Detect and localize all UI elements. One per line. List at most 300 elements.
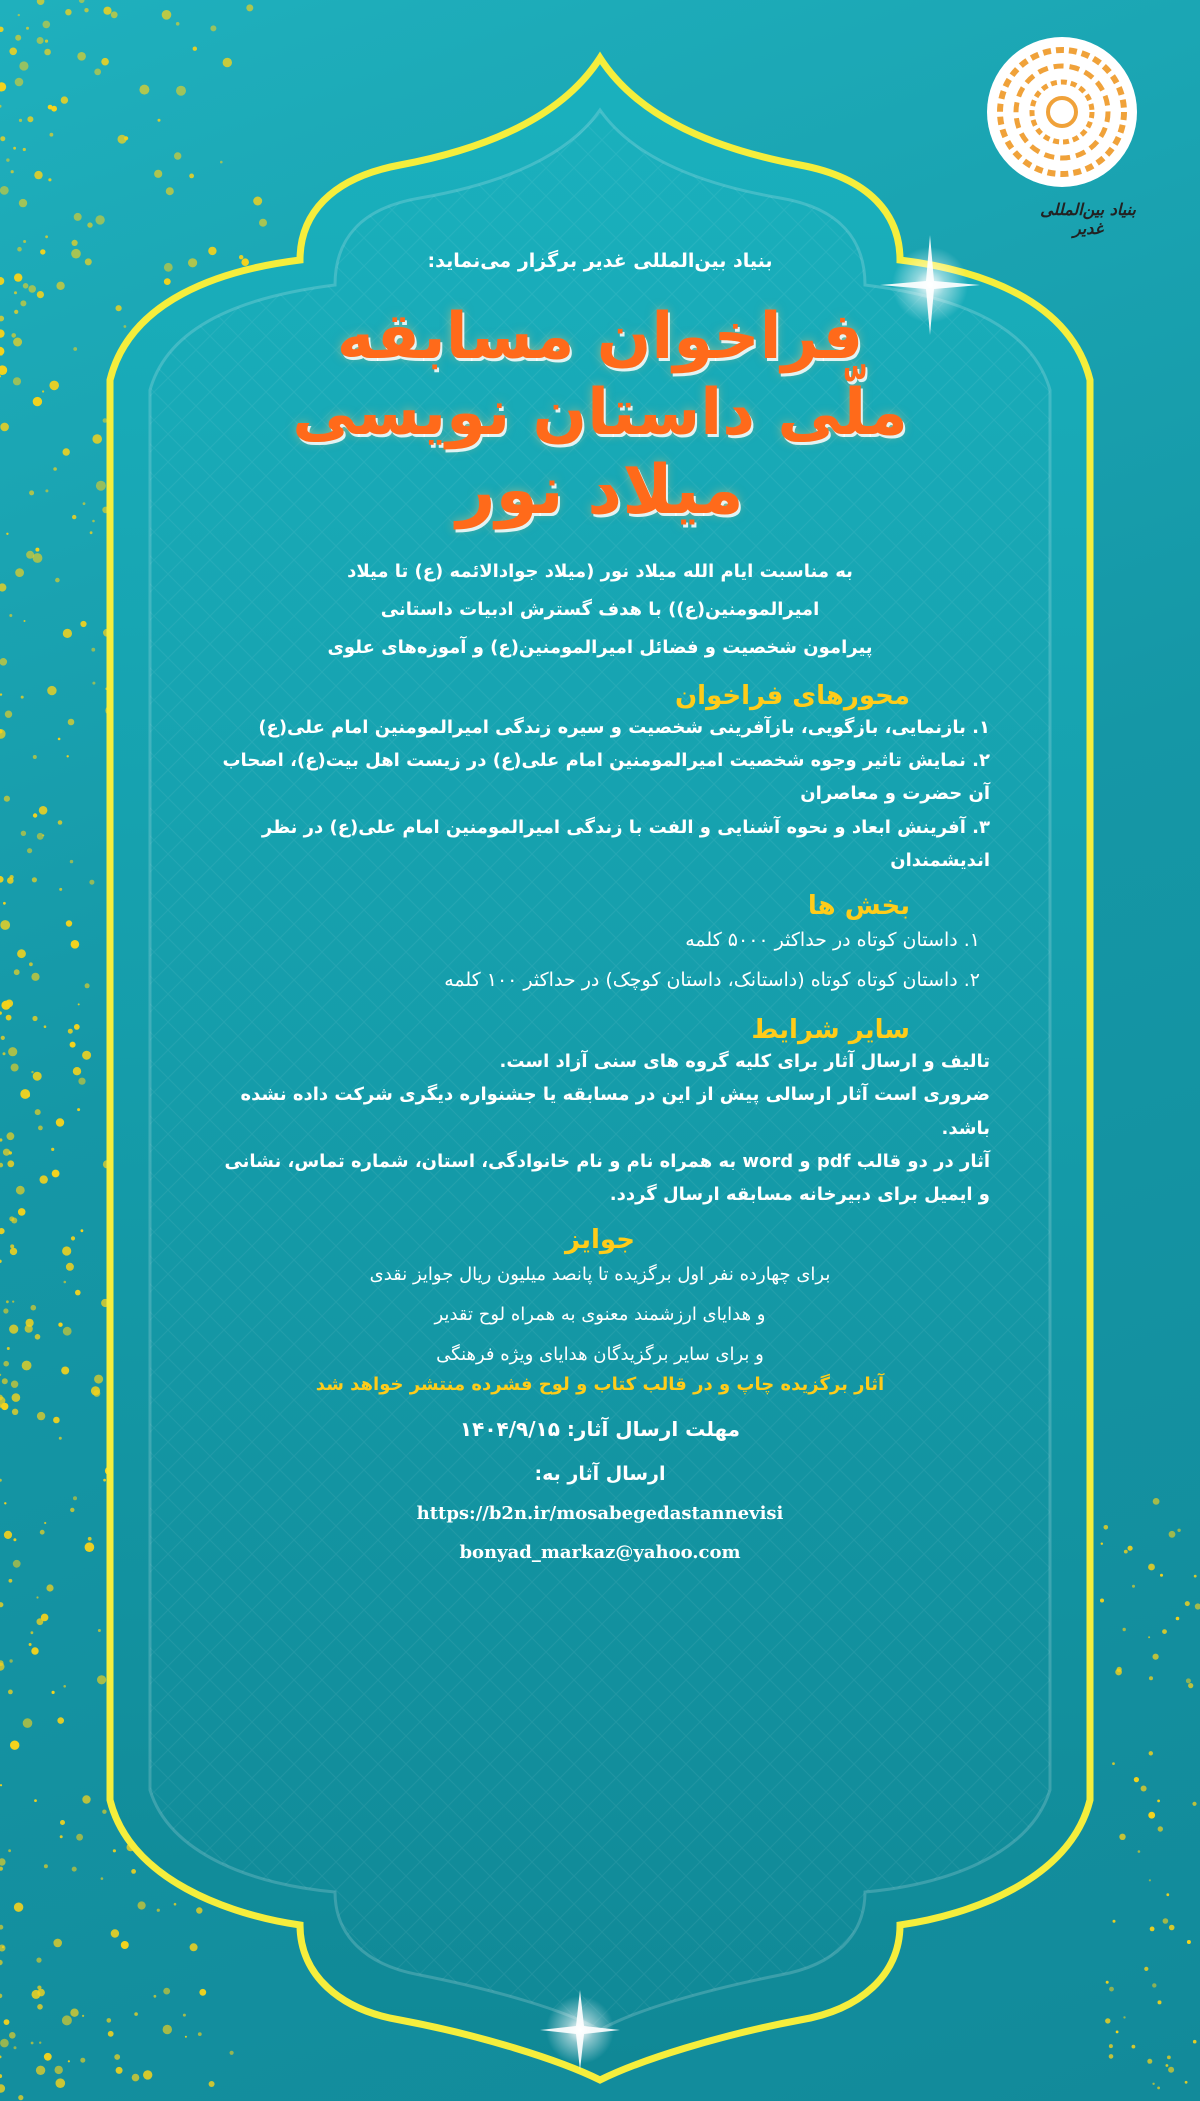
glitter-dot [1106,1981,1109,1984]
glitter-dot [1188,1683,1193,1688]
glitter-dot [50,133,54,137]
glitter-dot [15,78,24,87]
glitter-dot [44,1864,48,1868]
glitter-dot [1152,1983,1156,1987]
axes-item: ۳. آفرینش ابعاد و نحوه آشنایی و الفت با زندگی امیرالمومنین امام علی(ع) در نظر اندیشمندان [261,816,990,871]
glitter-dot [37,291,44,298]
glitter-dot [78,1003,80,1005]
sections-heading: بخش ها [807,891,910,922]
glitter-dot [62,448,69,455]
glitter-dot [23,148,26,151]
glitter-dot [3,1052,6,1055]
glitter-dot [230,2051,234,2055]
glitter-dot [1119,1834,1125,1840]
glitter-dot [23,1718,33,1728]
glitter-dot [91,648,95,652]
glitter-dot [9,2032,16,2039]
glitter-dot [1104,1525,1109,1530]
glitter-dot [196,1907,202,1913]
glitter-dot [1193,2040,1197,2044]
sections-item: ۱. داستان کوتاه در حداکثر ۵۰۰۰ کلمه [685,929,980,952]
conditions-item: تالیف و ارسال آثار برای کلیه گروه های سنی آزاد است. [499,1050,990,1072]
glitter-dot [1128,1546,1133,1551]
glitter-dot [1105,2018,1110,2023]
glitter-dot [0,1858,6,1865]
glitter-dot [1194,1575,1197,1578]
glitter-dot [1177,1529,1180,1532]
glitter-dot [73,1067,81,1075]
glitter-dot [39,2042,41,2044]
glitter-dot [36,1596,38,1598]
glitter-dot [0,1479,2,1482]
glitter-dot [26,27,29,30]
glitter-dot [66,1263,74,1271]
glitter-dot [93,1390,100,1397]
glitter-dot [176,22,180,26]
glitter-dot [246,4,253,11]
glitter-dot [23,283,29,289]
glitter-dot [139,85,149,95]
glitter-dot [3,1361,9,1367]
glitter-dot [57,1717,64,1724]
title-line-2: ملّی داستان نویسی [292,375,908,450]
glitter-dot [1123,1628,1126,1631]
glitter-dot [166,187,174,195]
glitter-dot [17,247,22,252]
glitter-dot [60,1820,65,1825]
organizer-intro: بنیاد بین‌المللی غدیر برگزار می‌نماید: [427,250,773,272]
glitter-dot [0,1994,2,1999]
glitter-dot [103,1479,106,1482]
deadline: مهلت ارسال آثار: ۱۴۰۴/۹/۱۵ [459,1417,741,1442]
glitter-dot [101,58,109,66]
glitter-dot [37,833,44,840]
glitter-dot [71,1236,75,1240]
glitter-dot [0,2084,5,2092]
glitter-dot [61,1367,69,1375]
glitter-dot [45,40,48,43]
glitter-dot [0,375,1,377]
glitter-dot [1113,1920,1116,1923]
glitter-dot [157,1909,160,1912]
glitter-dot [94,1375,103,1384]
glitter-dot [1116,2031,1119,2034]
glitter-dot [19,119,22,122]
glitter-dot [209,2081,215,2087]
glitter-dot [6,1300,9,1303]
glitter-dot [17,949,26,958]
glitter-dot [92,434,102,444]
glitter-dot [46,1584,53,1591]
glitter-dot [4,1531,12,1539]
glitter-dot [59,888,62,891]
glitter-dot [68,1029,73,1034]
glitter-dot [1150,1927,1155,1932]
glitter-dot [113,1849,116,1852]
glitter-dot [70,1042,76,1048]
glitter-dot [0,2056,2,2059]
glitter-dot [35,1334,41,1340]
glitter-dot [1163,1918,1169,1924]
glitter-dot [97,1675,106,1684]
glitter-dot [84,8,88,12]
glitter-dot [1149,1676,1153,1680]
glitter-dot [55,2066,63,2074]
glitter-dot [31,2042,34,2045]
glitter-dot [9,1216,14,1221]
glitter-dot [59,1437,62,1440]
occasion-line: به مناسبت ایام الله میلاد نور (میلاد جوادالائمه (ع) تا میلاد [347,561,853,583]
glitter-dot [48,105,53,110]
publication-note: آثار برگزیده چاپ و در قالب کتاب و لوح فشرده منتشر خواهد شد [315,1374,885,1396]
glitter-dot [1,1036,5,1040]
glitter-dot [95,215,104,224]
glitter-dot [6,1015,12,1021]
glitter-dot [0,1228,5,1234]
glitter-dot [67,755,69,757]
glitter-dot [82,2015,84,2017]
glitter-dot [33,755,37,759]
glitter-dot [64,1281,67,1284]
glitter-dot [34,1799,37,1802]
glitter-dot [1117,1667,1122,1672]
axes-item: ۱. بازنمایی، بازگویی، بازآفرینی شخصیت و سیره زندگی امیرالمومنین امام علی(ع) [258,716,990,738]
glitter-dot [0,1663,5,1671]
glitter-dot [7,1160,14,1167]
glitter-dot [0,365,7,375]
occasion-line: امیرالمومنین(ع)) با هدف گسترش ادبیات داستانی [380,599,820,621]
glitter-dot [12,1393,21,1402]
glitter-dot [1195,1603,1200,1609]
glitter-dot [76,1834,83,1841]
occasion-line: پیرامون شخصیت و فضائل امیرالمومنین(ع) و آموزه‌های علوی [327,636,873,658]
glitter-dot [1185,1601,1190,1606]
glitter-dot [154,170,162,178]
glitter-dot [13,1560,21,1568]
glitter-dot [36,2066,45,2075]
glitter-dot [53,1939,62,1948]
glitter-dot [12,1409,18,1415]
glitter-dot [6,1132,14,1140]
glitter-dot [35,1109,41,1115]
glitter-dot [70,860,73,863]
glitter-dot [116,305,122,311]
glitter-dot [33,1072,42,1081]
glitter-dot [32,877,37,882]
glitter-dot [1153,1498,1160,1505]
glitter-dot [1109,1987,1114,1992]
glitter-dot [0,316,4,322]
glitter-dot [71,249,81,259]
glitter-dot [44,1522,46,1524]
glitter-dot [0,2074,2,2078]
glitter-dot [37,1412,45,1420]
glitter-dot [34,171,42,179]
glitter-dot [94,69,101,76]
glitter-dot [47,686,56,695]
glitter-dot [158,119,161,122]
glitter-dot [44,1025,47,1028]
glitter-dot [53,467,57,471]
glitter-dot [29,490,34,495]
glitter-dot [9,48,17,56]
glitter-dot [72,515,76,519]
glitter-dot [11,1381,18,1388]
glitter-dot [14,273,22,281]
glitter-dot [29,962,33,966]
glitter-dot [121,1941,129,1949]
conditions-item: آثار در دو قالب pdf و word به همراه نام و نام خانوادگی، استان، شماره تماس، نشانی و ایمیل برای دبیرخانه مسابقه ارسال گردد. [224,1150,990,1206]
glitter-dot [78,1078,85,1085]
glitter-dot [3,902,6,905]
glitter-dot [52,1691,55,1694]
glitter-dot [0,2039,9,2048]
glitter-dot [80,621,86,627]
glitter-dot [9,1325,18,1334]
glitter-dot [0,1925,3,1930]
glitter-dot [73,1496,77,1500]
glitter-dot [92,520,95,523]
glitter-dot [96,481,106,491]
glitter-dot [45,235,48,238]
glitter-dot [40,1175,48,1183]
glitter-dot [131,1869,136,1874]
glitter-dot [61,96,68,103]
glitter-dot [1153,1654,1159,1660]
glitter-dot [20,1089,30,1099]
glitter-dot [98,1629,101,1632]
glitter-dot [39,806,48,815]
glitter-dot [132,2074,140,2082]
glitter-dot [36,1958,41,1963]
glitter-dot [0,1867,3,1871]
glitter-dot [45,489,48,492]
glitter-dot [0,1784,2,1786]
conditions-item: ضروری است آثار ارسالی پیش از این در مسابقه یا جشنواره دیگری شرکت داده نشده باشد. [240,1084,990,1139]
glitter-dot [31,1631,34,1634]
glitter-dot [8,1047,17,1056]
glitter-dot [1167,2056,1171,2060]
glitter-dot [56,2078,66,2088]
glitter-dot [53,1417,60,1424]
glitter-dot [1141,1786,1147,1792]
glitter-dot [138,1901,146,1909]
glitter-dot [1152,2083,1154,2085]
glitter-dot [11,1064,19,1072]
glitter-dot [35,548,39,552]
glitter-dot [11,333,16,338]
glitter-dot [37,1986,41,1990]
logo-calligraphy: بنیاد بین‌المللی غدیر [1040,200,1136,238]
glitter-dot [31,1305,37,1311]
submission-url-link[interactable]: https://b2n.ir/mosabegedastannevisi [416,1503,784,1525]
page-title [200,300,1000,531]
glitter-dot [162,10,172,20]
glitter-dot [31,1071,33,1073]
glitter-dot [107,2018,112,2023]
glitter-dot [13,147,16,150]
prizes-list [200,1255,1000,1374]
glitter-dot [103,7,111,15]
glitter-dot [4,796,10,802]
glitter-dot [11,170,14,173]
glitter-dot [79,0,85,3]
glitter-dot [174,1903,177,1906]
glitter-dot [44,2053,52,2061]
glitter-dot [188,258,197,267]
glitter-dot [55,578,60,583]
glitter-dot [124,136,128,140]
glitter-dot [134,2012,138,2016]
glitter-dot [33,813,37,817]
glitter-dot [27,116,33,122]
glitter-dot [89,880,94,885]
glitter-dot [74,213,82,221]
glitter-dot [1109,2044,1113,2048]
glitter-dot [164,278,171,285]
glitter-dot [63,1685,66,1688]
glitter-dot [163,2025,172,2034]
glitter-dot [37,0,45,5]
glitter-dot [154,1995,157,1998]
glitter-dot [42,390,44,392]
glitter-dot [73,347,77,351]
glitter-dot [1187,1940,1191,1944]
glitter-dot [85,258,92,265]
glitter-dot [1132,2045,1136,2049]
glitter-dot [1169,1925,1175,1931]
glitter-dot [65,9,71,15]
glitter-dot [82,1051,91,1060]
glitter-dot [163,1988,170,1995]
glitter-dot [111,1929,119,1937]
glitter-dot [199,1989,206,1996]
glitter-dot [1176,1617,1180,1621]
glitter-dot [1166,1893,1169,1896]
poster-content [200,250,1000,1810]
glitter-dot [108,2031,114,2037]
glitter-dot [0,423,9,432]
glitter-dot [9,1151,12,1154]
glitter-dot [1100,1599,1104,1603]
glitter-dot [0,329,5,337]
glitter-dot [0,1138,2,1141]
glitter-dot [1123,2016,1125,2018]
glitter-dot [0,82,6,91]
glitter-dot [77,52,86,61]
glitter-dot [102,1810,106,1814]
glitter-dot [0,693,2,695]
glitter-dot [13,377,21,385]
glitter-dot [72,240,78,246]
glitter-dot [0,658,7,666]
glitter-dot [3,1308,8,1313]
glitter-dot [40,249,45,254]
glitter-dot [1148,1564,1155,1571]
glitter-dot [223,58,232,67]
glitter-dot [60,1835,63,1838]
glitter-dot [75,1290,81,1296]
glitter-dot [49,381,59,391]
glitter-dot [0,729,6,739]
glitter-dot [1149,1751,1153,1755]
glitter-dot [185,2036,187,2038]
glitter-dot [5,711,12,718]
glitter-dot [10,1244,14,1248]
glitter-dot [43,21,51,29]
glitter-dot [1185,2081,1188,2084]
glitter-dot [220,161,223,164]
submission-email-link[interactable]: bonyad_markaz@yahoo.com [459,1542,741,1564]
glitter-dot [1148,1636,1150,1638]
glitter-dot [0,920,10,930]
glitter-dot [114,2054,120,2060]
glitter-dot [1158,2000,1162,2004]
glitter-dot [38,1126,43,1131]
glitter-dot [58,1323,62,1327]
glitter-dot [210,25,216,31]
glitter-dot [0,277,4,285]
glitter-dot [1132,1585,1135,1588]
glitter-dot [14,310,18,314]
sections-item: ۲. داستان کوتاه کوتاه (داستانک، داستان کوچک) در حداکثر ۱۰۰ کلمه [444,969,980,992]
glitter-dot [68,2060,70,2062]
glitter-dot [8,1849,11,1852]
glitter-dot [48,178,51,181]
glitter-dot [37,1989,45,1997]
glitter-dot [29,1643,32,1646]
glitter-dot [1101,1543,1103,1545]
glitter-dot [12,1301,14,1303]
glitter-dot [1112,1762,1115,1765]
glitter-dot [4,2019,10,2025]
glitter-dot [101,1877,104,1880]
glitter-dot [7,1347,10,1350]
glitter-dot [85,983,90,988]
glitter-dot [81,1229,84,1232]
glitter-dot [1109,2054,1114,2059]
glitter-dot [33,553,43,563]
glitter-dot [66,920,72,926]
glitter-dot [31,1647,38,1654]
rosette-emblem-icon [987,37,1137,187]
glitter-dot [90,531,93,534]
glitter-dot [37,37,44,44]
glitter-dot [56,1118,64,1126]
glitter-dot [6,158,9,161]
glitter-dot [9,1579,13,1583]
glitter-dot [14,2046,17,2049]
glitter-dot [2,1378,8,1384]
glitter-dot [52,1170,60,1178]
glitter-dot [25,1325,33,1333]
glitter-dot [0,583,6,591]
glitter-dot [190,1943,198,1951]
glitter-dot [27,848,32,853]
glitter-dot [143,2070,152,2079]
glitter-dot [1160,1574,1163,1577]
title-line-1: فراخوان مسابقه [336,300,864,374]
glitter-dot [1124,1550,1128,1554]
glitter-dot [44,49,51,56]
glitter-dot [1186,1678,1191,1683]
glitter-dot [31,973,39,981]
glitter-dot [87,222,92,227]
glitter-dot [22,1361,32,1371]
glitter-dot [8,1690,13,1695]
prize-item: برای چهارده نفر اول برگزیده تا پانصد میلیون ریال جوایز نقدی [369,1264,831,1286]
glitter-dot [62,2015,72,2025]
